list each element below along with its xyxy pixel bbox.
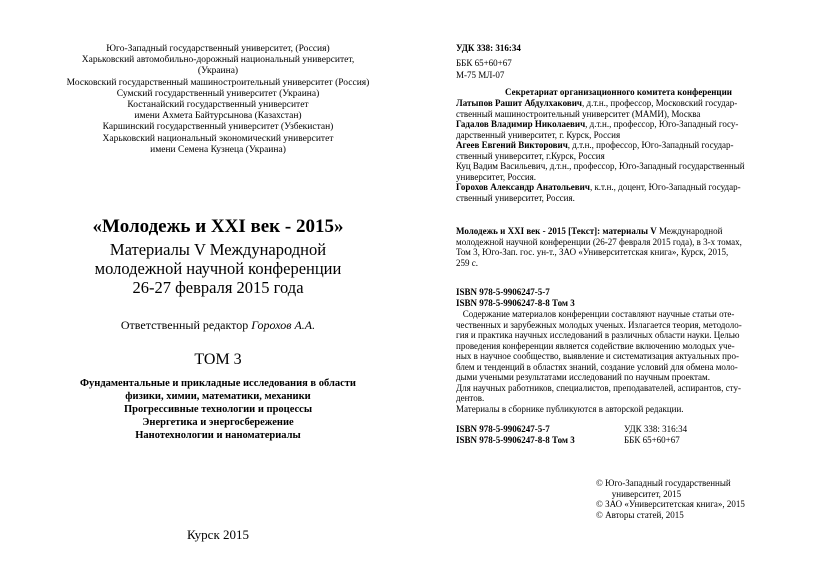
secretariat-line: ственный университет, Россия. [456, 192, 575, 203]
secretariat-line: Гадалов Владимир Николаевич, д.т.н., профессор, Юго-Западный госу- [456, 119, 739, 129]
abstract-line: проведения конференции является содействие включению молодых уче- [456, 340, 735, 351]
conference-title: «Молодежь и XXI век - 2015» [92, 216, 344, 237]
editor-label: Ответственный редактор [120, 318, 249, 332]
secretariat-line: Латыпов Рашит Абдулхакович, д.т.н., профессор, Московский государ- [456, 98, 738, 108]
secretariat-line: Куц Вадим Васильевич, д.т.н., профессор, Юго-Западный государственный [456, 161, 745, 171]
secretariat-line: ственный машиностроительный университет (МАМИ), Москва [456, 108, 701, 119]
isbn-line: ISBN 978-5-9906247-8-8 Том 3 [456, 297, 575, 308]
university-line: имени Семена Кузнеца (Украина) [150, 144, 286, 155]
isbn-line: ISBN 978-5-9906247-5-7 [456, 424, 550, 434]
bottom-codes [624, 424, 774, 445]
abstract-line: блем и тенденций в областях знаний, создание условий для обмена моло- [456, 361, 738, 372]
abstract [456, 309, 781, 414]
university-line: Харьковский автомобильно-дорожный национальный университет, [81, 55, 355, 66]
subtitle-line: 26-27 февраля 2015 года [132, 278, 304, 297]
topic-line: Фундаментальные и прикладные исследования в области [80, 378, 356, 389]
bibliographic-record [456, 226, 781, 268]
bib-line: молодежной научной конференции (26-27 февраля 2015 года), в 3-х томах, [456, 236, 742, 247]
responsible-editor [40, 318, 396, 333]
subtitle-line: молодежной научной конференции [94, 259, 342, 278]
bib-line: Молодежь и XXI век - 2015 [Текст]: материалы V Международной [456, 226, 723, 236]
author-mark: М-75 МЛ-07 [456, 70, 505, 80]
city-year: Курск 2015 [186, 527, 250, 542]
secretariat-list [456, 98, 781, 203]
isbn-block [456, 287, 781, 308]
university-line: имени Ахмета Байтурсынова (Казахстан) [134, 111, 302, 122]
udk-code: УДК 338: 316:34 [456, 43, 521, 53]
secretariat-line: Агеев Евгений Викторович, д.т.н., профессор, Юго-Западный государ- [456, 140, 734, 150]
topic-line: Энергетика и энергосбережение [142, 417, 294, 428]
udk-code: УДК 338: 316:34 [624, 424, 688, 434]
university-line: Юго-Западный государственный университет, (Россия) [106, 44, 330, 54]
secretariat-line: ственный университет, г.Курск, Россия [456, 150, 605, 161]
abstract-line: дыми учеными результатами исследований по научным проектам. [456, 372, 710, 382]
secretariat-line: университет, Россия. [456, 171, 537, 182]
universities-list [48, 44, 388, 156]
editor-name: Горохов А.А. [251, 318, 316, 332]
topic-line: Прогрессивные технологии и процессы [123, 404, 313, 415]
university-line: (Украина) [197, 66, 239, 77]
abstract-line: ных в научное сообщество, выявление и систематизация актуальных про- [456, 351, 739, 361]
topics-list [40, 377, 396, 442]
copyright-block [596, 478, 796, 520]
abstract-line: Для научных работников, специалистов, преподавателей, аспирантов, сту- [456, 382, 741, 393]
secretariat-line: дарственный университет, г. Курск, Россия [456, 129, 621, 140]
university-line: Костанайский государственный университет [127, 100, 309, 111]
copyright-line: университет, 2015 [605, 488, 682, 499]
bbk-code: ББК 65+60+67 [456, 58, 512, 68]
abstract-line: дентов. [456, 393, 485, 403]
abstract-line: гия и практика научных исследований в различных области науки. Целью [456, 330, 740, 340]
abstract-line: чественных и зарубежных молодых ученых. Излагается теория, методоло- [456, 319, 742, 330]
topic-line: физики, химии, математики, механики [125, 391, 311, 402]
copyright-line: © Авторы статей, 2015 [596, 509, 684, 520]
bib-line: 259 с. [456, 257, 478, 268]
university-line: Харьковский национальный экономический университет [102, 133, 334, 144]
university-line: Сумский государственный университет (Украина) [116, 88, 320, 99]
copyright-line: © ЗАО «Университетская книга», 2015 [596, 499, 745, 509]
isbn-line: ISBN 978-5-9906247-5-7 [456, 287, 550, 297]
conference-subtitle [40, 240, 396, 297]
topic-line: Нанотехнологии и наноматериалы [135, 430, 301, 441]
isbn-line: ISBN 978-5-9906247-8-8 Том 3 [456, 434, 575, 445]
abstract-line: Материалы в сборнике публикуются в авторской редакции. [456, 403, 684, 414]
university-line: Московский государственный машиностроительный университет (Россия) [66, 77, 370, 88]
volume-number: ТОМ 3 [194, 351, 242, 368]
secretariat-line: Горохов Александр Анатольевич, к.т.н., доцент, Юго-Западный государ- [456, 182, 741, 192]
secretariat-title: Секретариат организационного комитета конференции [504, 87, 732, 97]
subtitle-line: Материалы V Международной [109, 240, 327, 259]
copyright-line: © Юго-Западный государственный [596, 478, 731, 488]
abstract-line: Содержание материалов конференции составляют научные статьи оте- [462, 309, 735, 319]
bbk-code: ББК 65+60+67 [624, 434, 680, 445]
university-line: Каршинский государственный университет (Узбекистан) [102, 122, 334, 133]
bib-line: Том 3, Юго-Зап. гос. ун-т., ЗАО «Университетская книга», Курск, 2015, [456, 247, 729, 257]
